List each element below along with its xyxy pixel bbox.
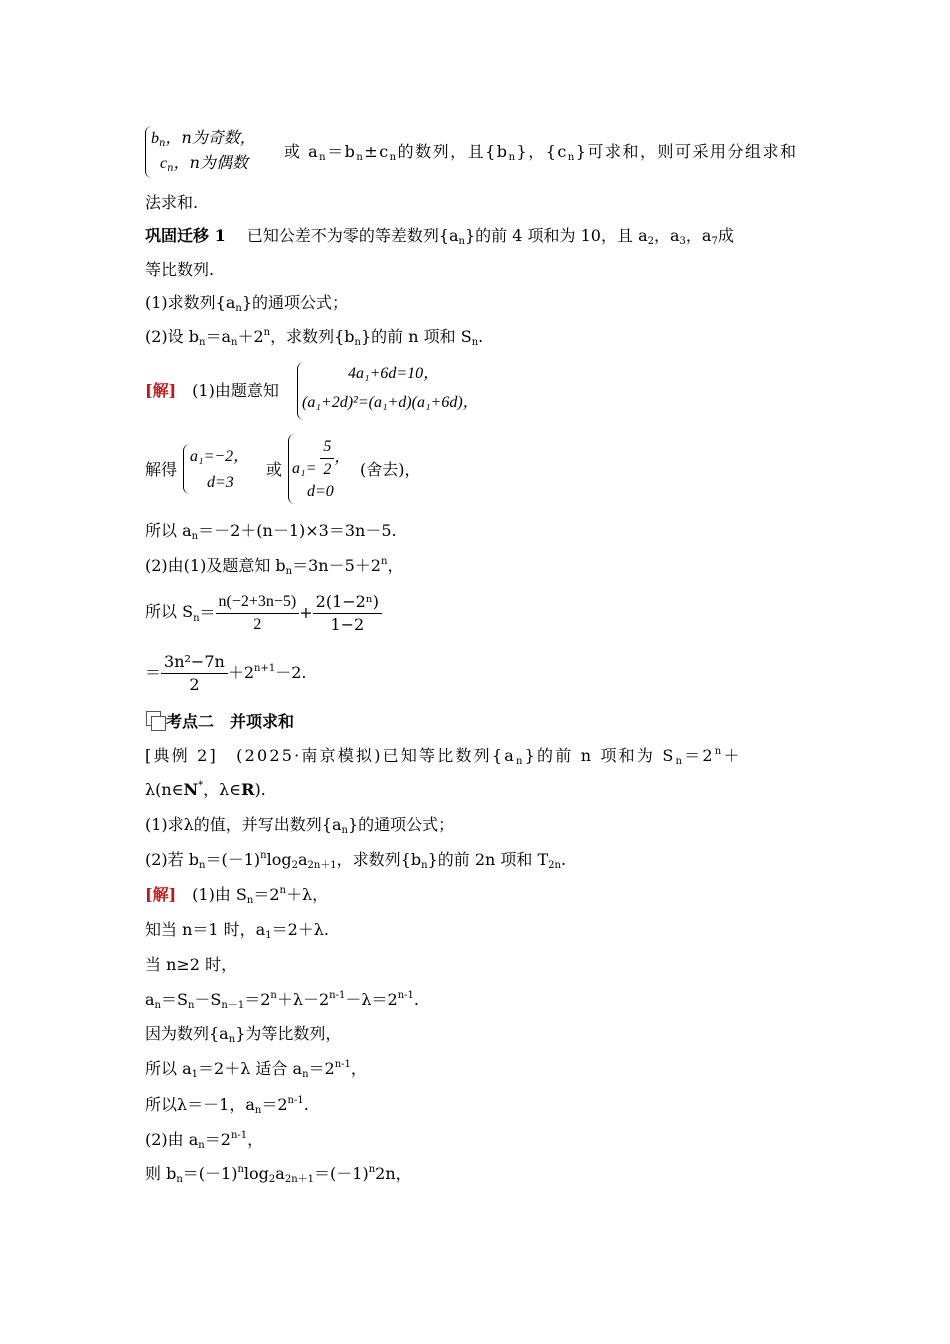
so-an-line: 所以 $a_n=-2+(n-1)\times 3=3n-5$. xyxy=(145,521,397,542)
example-sol-6: 所以 $a_1=2+\lambda$ 适合 $a_n=2^{n-1}$， xyxy=(145,1059,367,1080)
practice-heading: 巩固迁移 1 xyxy=(145,226,226,245)
piecewise-case-1: $b_n$，n为奇数， xyxy=(151,128,256,149)
system-1-row-1: 4a₁+6d=10， xyxy=(348,365,440,382)
example-sol-1: [解] (1)由 $S_n=2^n+\lambda$， xyxy=(145,885,329,906)
or-text: 或 xyxy=(266,460,283,479)
system-2-row-2: d=3 xyxy=(207,474,234,491)
sum-line: 所以 $S_n=$ $\frac{n(-2+3n-5)}{2}$ + $\frac{\text{2(1−2ⁿ)}}{1-2}$ xyxy=(145,591,382,636)
system-3-row-1: a₁= $\frac{5}{2}$ ， xyxy=(292,438,351,478)
practice-q2: (2)设 $b_n=a_n+2^n$，求数列$\{b_n\}$的前 n 项和 $S_n$. xyxy=(145,327,484,348)
example-sol-8: (2)由 $a_n=2^{n-1}$， xyxy=(145,1130,264,1151)
section-icon-front xyxy=(151,716,166,731)
discard-note: (舍去)， xyxy=(360,460,421,479)
practice-line-1: 巩固迁移 1 已知公差不为零的等差数列$\{a_n\}$的前 4 项和为 10，且 $a_2$，$a_3$，$a_7$成 xyxy=(145,226,734,247)
practice-line-2: 等比数列. xyxy=(145,260,215,279)
example-sol-9: 则 $b_n=(-1)^n\log_2a_{2n+1}=(-1)^n2n$， xyxy=(145,1164,412,1185)
sum-result-line: ＝ $\frac{\text{3n²−7n}}{2}$ $+2^{n+1}-2$. xyxy=(145,652,307,694)
system-2-row-1: a₁=−2， xyxy=(190,448,250,465)
example-sol-4: $a_n=S_n-S_{n-1}=2^n+\lambda-2^{n-1}-\lambda=2^{n-1}$. xyxy=(145,990,419,1011)
part2-line: (2)由(1)及题意知 $b_n=3n-5+2^n$， xyxy=(145,556,404,577)
solve-prefix: 解得 xyxy=(145,460,178,479)
example-sol-2: 知当 n＝1 时，$a_1=2+\lambda$. xyxy=(145,920,329,941)
example-sol-5: 因为数列$\{a_n\}$为等比数列， xyxy=(145,1024,342,1045)
example-solution-label: [解] xyxy=(145,885,177,904)
example-sol-7: 所以λ＝－1，$a_n=2^{n-1}$. xyxy=(145,1095,309,1116)
example-sol-3: 当 n≥2 时， xyxy=(145,955,238,974)
piecewise-case-2: $c_n$，n为偶数 xyxy=(160,153,248,174)
example-line-2: λ(n∈N*，λ∈R). xyxy=(145,780,266,799)
example-line-1: [典例 2] (2025·南京模拟)已知等比数列$\{a_n\}$的前 n 项和为 $S_n=2^n+$ xyxy=(145,746,742,767)
solution-label: [解] xyxy=(145,381,177,400)
example-label: [典例 2] xyxy=(145,746,218,765)
system-1-row-2: (a₁+2d)²=(a₁+d)(a₁+6d)， xyxy=(302,394,479,411)
system-brace-2 xyxy=(183,444,190,494)
solution-1-intro: [解] (1)由题意知 xyxy=(145,381,279,400)
example-q2: (2)若 $b_n=(-1)^n\log_2a_{2n+1}$，求数列$\{b_n\}$的前 2n 项和 $T_{2n}$. xyxy=(145,850,567,871)
practice-q1: (1)求数列$\{a_n\}$的通项公式； xyxy=(145,293,349,314)
system-3-row-2: d=0 xyxy=(307,483,334,500)
intro-line-cont: 法求和. xyxy=(145,193,199,212)
intro-line-tail: 或 $a_n=b_n\pm c_n$的数列，且$\{b_n\}$，$\{c_n\}$可求和，则可采用分组求和 xyxy=(284,142,798,163)
section-title: 考点二 并项求和 xyxy=(166,712,295,731)
example-q1: (1)求λ的值，并写出数列$\{a_n\}$的通项公式； xyxy=(145,815,455,836)
